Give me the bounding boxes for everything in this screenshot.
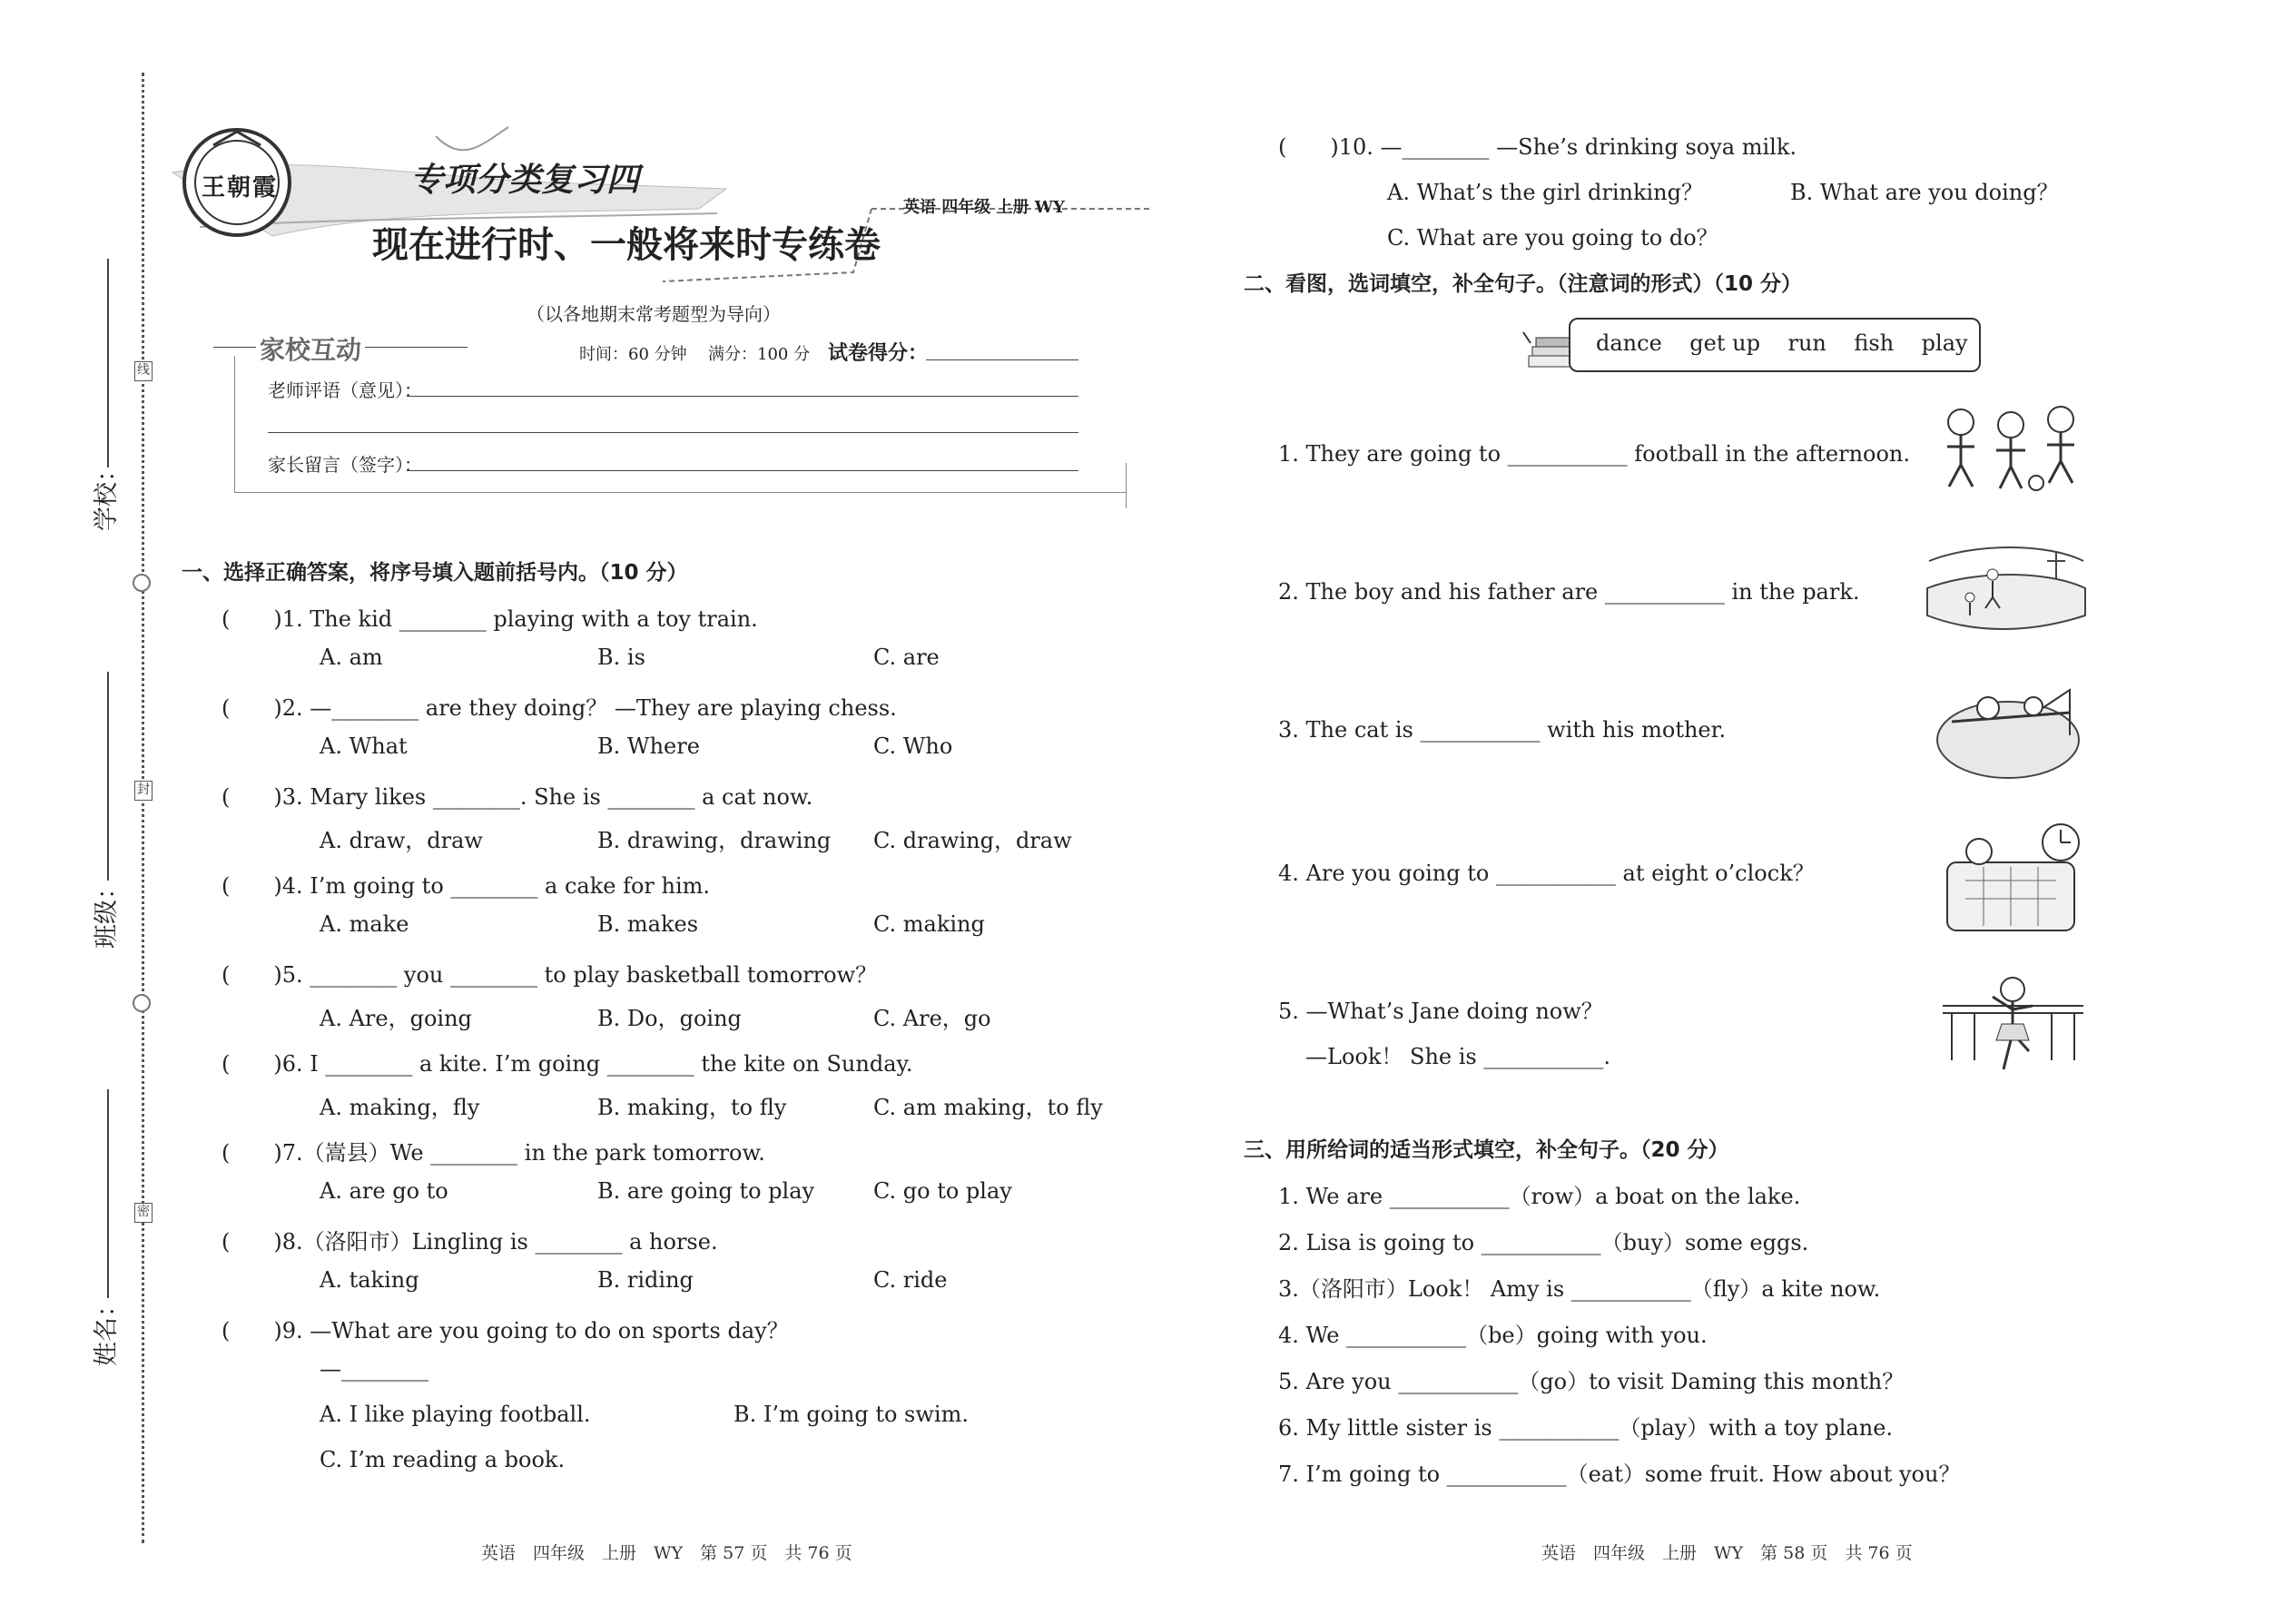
cats-fishing-picture [1934,672,2083,785]
question-1: ( )1. The kid ________ playing with a toy train. [222,606,758,632]
section2-item-4: 4. Are you going to ___________ at eight o’clock？ [1278,861,1815,886]
teacher-comment-line-2 [268,432,1078,433]
q9-answer-blank: —________ [320,1356,428,1382]
teacher-comment-line [407,396,1078,397]
question-10: ( )10. —________ —She’s drinking soya milk. [1278,134,1797,160]
q9-option-c: C. I’m reading a book. [320,1447,566,1472]
binding-dotted-line [142,73,144,1543]
question-2: ( )2. —________ are they doing？ —They are playing chess. [222,695,897,721]
school-underline [107,259,109,468]
q6-option-b: B. making，to fly [597,1095,787,1120]
subtitle: 专项分类复习四 [410,161,640,199]
q6-option-c: C. am making，to fly [873,1095,1103,1120]
section2-item-3: 3. The cat is ___________ with his mother. [1278,717,1727,743]
cut-mark-secret: 密 [134,1203,153,1223]
class-label: 班级： [93,875,121,949]
box-right-rule [1126,463,1127,508]
q3-option-a: A. draw，draw [320,828,483,853]
section1-heading: 一、选择正确答案，将序号填入题前括号内。（10 分） [182,561,688,585]
name-label: 姓名： [93,1293,121,1366]
score-label: 满分：100 分 [708,345,811,364]
q10-option-a: A. What’s the girl drinking？ [1387,180,1703,205]
box-bottom-rule [234,492,1126,493]
q6-option-a: A. making，fly [320,1095,480,1120]
footer-right: 英语 四年级 上册 WY 第 58 页 共 76 页 [1541,1543,1913,1563]
q4-option-b: B. makes [597,911,699,937]
home-school-label: 家校互动 [256,330,365,367]
q7-option-b: B. are going to play [597,1178,815,1204]
section3-item-1: 1. We are ___________（row）a boat on the lake. [1278,1184,1801,1209]
question-7: ( )7.（嵩县）We ________ in the park tomorrow. [222,1140,765,1166]
name-underline [107,1089,109,1298]
section3-item-3: 3.（洛阳市）Look！ Amy is ___________（fly）a kite now. [1278,1276,1881,1302]
binding-hole-2 [133,994,151,1012]
section2-heading: 二、看图，选词填空，补全句子。（注意词的形式）（10 分） [1244,272,1803,296]
teacher-comment-label: 老师评语（意见）： [268,379,422,401]
paper-score-line [926,359,1078,360]
q7-option-c: C. go to play [873,1178,1012,1204]
q8-option-c: C. ride [873,1267,948,1293]
q9-option-a: A. I like playing football. [320,1402,591,1427]
q5-option-a: A. Are，going [320,1006,472,1031]
question-6: ( )6. I ________ a kite. I’m going ________ the kite on Sunday. [222,1051,913,1077]
section3-item-2: 2. Lisa is going to ___________（buy）some eggs. [1278,1230,1809,1255]
source-note: （以各地期末常考题型为导向） [527,303,781,325]
parent-comment-line [407,470,1078,471]
q2-option-a: A. What [320,733,408,759]
section3-item-4: 4. We ___________（be）going with you. [1278,1323,1708,1348]
section2-item-5: 5. —What’s Jane doing now？ [1278,999,1603,1024]
section3-item-5: 5. Are you ___________（go）to visit Daming this month？ [1278,1369,1905,1394]
binding-hole-1 [133,574,151,592]
time-label: 时间：60 分钟 [579,345,687,364]
cut-mark-seal: 封 [134,781,153,801]
question-9: ( )9. —What are you going to do on sports day？ [222,1318,789,1343]
cut-mark-line: 线 [134,361,153,381]
question-4: ( )4. I’m going to ________ a cake for him. [222,873,711,899]
section2-item-5-line2: —Look！ She is ___________. [1305,1044,1610,1069]
q5-option-b: B. Do，going [597,1006,742,1031]
q3-option-c: C. drawing，draw [873,828,1072,853]
park-running-picture [1920,534,2092,634]
subject-tag: 英语 四年级 上册 WY [903,198,1065,217]
q5-option-c: C. Are，go [873,1006,991,1031]
section3-item-6: 6. My little sister is ___________（play）with a toy plane. [1278,1415,1894,1441]
q4-option-a: A. make [320,911,409,937]
girl-dancing-picture [1938,969,2088,1088]
boys-playing-football-picture [1929,399,2092,495]
section2-item-2: 2. The boy and his father are ___________ in the park. [1278,579,1860,605]
q2-option-b: B. Where [597,733,700,759]
parent-comment-label: 家长留言（签字）： [268,454,422,476]
class-underline [107,672,109,881]
q10-option-c: C. What are you going to do？ [1387,225,1718,251]
q1-option-c: C. are [873,645,940,670]
q8-option-a: A. taking [320,1267,419,1293]
box-left-rule [234,356,235,492]
q2-option-c: C. Who [873,733,953,759]
question-8: ( )8.（洛阳市）Lingling is ________ a horse. [222,1229,718,1255]
logo-text: 王朝霞 [202,174,279,202]
q4-option-c: C. making [873,911,985,937]
question-3: ( )3. Mary likes ________. She is ________ a cat now. [222,784,813,810]
q10-option-b: B. What are you doing？ [1790,180,2059,205]
school-label: 学校： [93,458,121,531]
section3-item-7: 7. I’m going to ___________（eat）some fruit. How about you？ [1278,1462,1961,1487]
page-title: 现在进行时、一般将来时专练卷 [372,223,881,266]
q8-option-b: B. riding [597,1267,694,1293]
section3-heading: 三、用所给词的适当形式填空，补全句子。（20 分） [1244,1138,1729,1162]
word-bank: dance get up run fish play [1596,330,1968,356]
q9-option-b: B. I’m going to swim. [733,1402,969,1427]
paper-score-label: 试卷得分： [828,341,929,365]
q1-option-b: B. is [597,645,645,670]
q7-option-a: A. are go to [320,1178,448,1204]
section2-item-1: 1. They are going to ___________ football in the afternoon. [1278,441,1911,467]
footer-left: 英语 四年级 上册 WY 第 57 页 共 76 页 [481,1543,852,1563]
question-5: ( )5. ________ you ________ to play basketball tomorrow？ [222,962,878,988]
q3-option-b: B. drawing，drawing [597,828,832,853]
boy-in-bed-picture [1938,817,2088,944]
q1-option-a: A. am [320,645,383,670]
